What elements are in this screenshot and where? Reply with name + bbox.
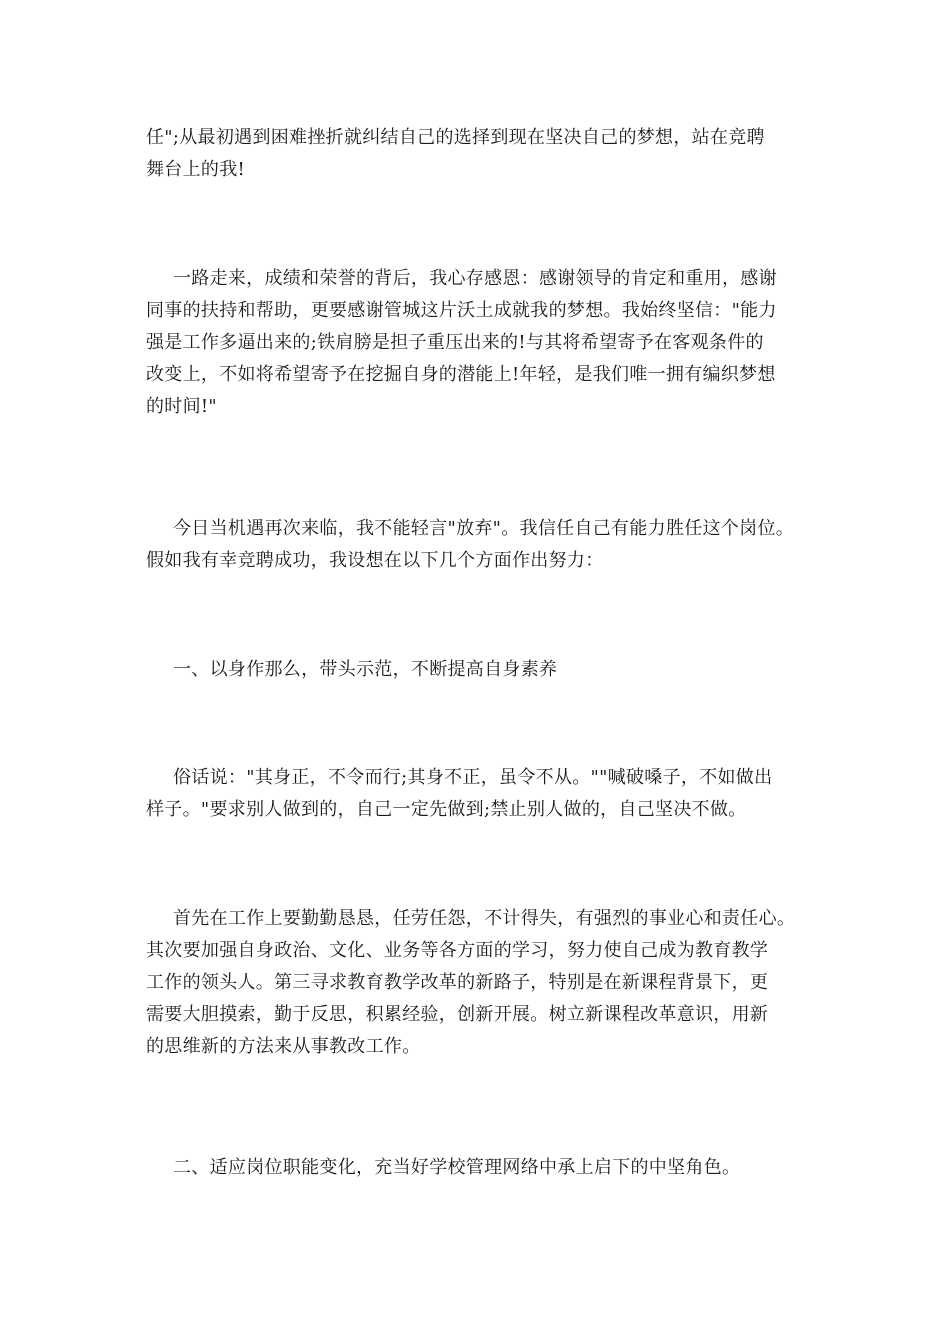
paragraph-3 — [146, 513, 826, 577]
text-line: 俗话说："其身正，不令而行;其身不正，虽令不从。""喊破嗓子，不如做出 — [173, 767, 773, 788]
text-line: 的思维新的方法来从事教改工作。 — [146, 1036, 421, 1057]
text-line: 同事的扶持和帮助，更要感谢管城这片沃土成就我的梦想。我始终坚信："能力 — [146, 300, 777, 321]
paragraph-4 — [146, 762, 826, 826]
text-line: 一路走来，成绩和荣誉的背后，我心存感恩：感谢领导的肯定和重用，感谢 — [173, 268, 777, 289]
text-line: 样子。"要求别人做到的，自己一定先做到;禁止别人做的，自己坚决不做。 — [146, 799, 747, 820]
text-line: 工作的领头人。第三寻求教育教学改革的新路子，特别是在新课程背景下，更 — [146, 972, 769, 993]
text-line: 任";从最初遇到困难挫折就纠结自己的选择到现在坚决自己的梦想，站在竞聘 — [146, 127, 765, 148]
text-line: 其次要加强自身政治、文化、业务等各方面的学习，努力使自己成为教育教学 — [146, 940, 769, 961]
text-line: 假如我有幸竞聘成功，我设想在以下几个方面作出努力： — [146, 550, 604, 571]
text-line: 的时间!" — [146, 396, 218, 417]
text-line: 强是工作多逼出来的;铁肩膀是担子重压出来的!与其将希望寄予在客观条件的 — [146, 332, 764, 353]
text-line: 需要大胆摸索，勤于反思，积累经验，创新开展。树立新课程改革意识，用新 — [146, 1004, 769, 1025]
paragraph-1 — [146, 122, 826, 186]
text-line: 改变上，不如将希望寄予在挖掘自身的潜能上!年轻，是我们唯一拥有编织梦想 — [146, 364, 776, 385]
text-line: 今日当机遇再次来临，我不能轻言"放弃"。我信任自己有能力胜任这个岗位。 — [173, 518, 795, 539]
text-line: 首先在工作上要勤勤恳恳，任劳任怨，不计得失，有强烈的事业心和责任心。 — [173, 908, 796, 929]
text-line: 二、适应岗位职能变化，充当好学校管理网络中承上启下的中坚角色。 — [173, 1157, 741, 1178]
section-heading-2 — [146, 1152, 826, 1184]
paragraph-2 — [146, 263, 826, 423]
section-heading-1 — [146, 654, 826, 686]
text-line: 一、以身作那么，带头示范，不断提高自身素养 — [173, 659, 558, 680]
paragraph-5 — [146, 903, 826, 1063]
text-line: 舞台上的我! — [146, 159, 246, 180]
